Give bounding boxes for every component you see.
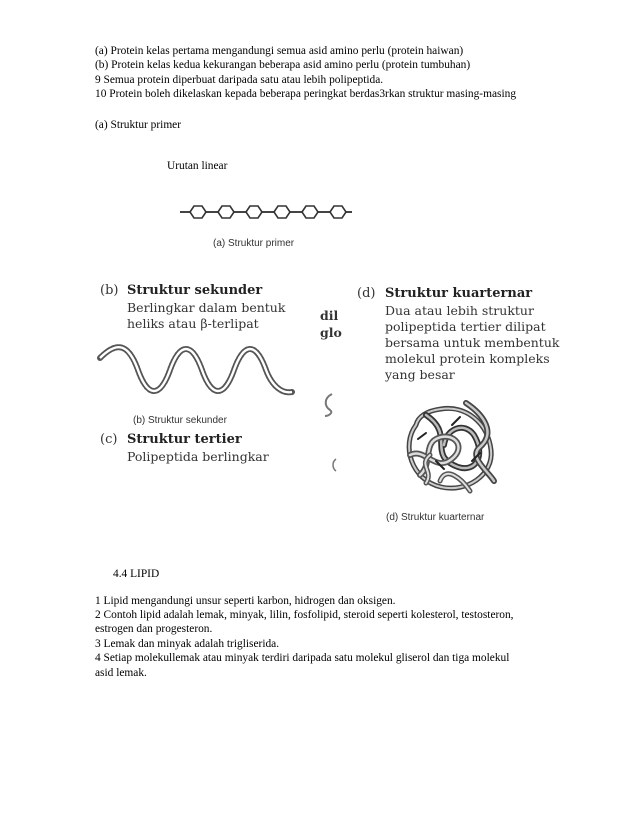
text-line: (b) Protein kelas kedua kekurangan beberapa asid amino perlu (protein tumbuhan): [95, 59, 471, 71]
lipid-heading: 4.4 LIPID: [113, 568, 160, 580]
b-caption: (b) Struktur sekunder: [133, 415, 227, 426]
d-title: Struktur kuarternar: [385, 286, 533, 301]
clipped-fragment-icon: [330, 458, 338, 472]
linear-label: Urutan linear: [167, 160, 228, 172]
primary-chain-illustration: [180, 202, 355, 222]
d-text-line: yang besar: [385, 367, 455, 382]
text-line: 9 Semua protein diperbuat daripada satu atau lebih polipeptida.: [95, 74, 384, 86]
text-line: asid lemak.: [95, 667, 147, 679]
c-title: Struktur tertier: [127, 432, 242, 447]
b-text-line: heliks atau β-terlipat: [127, 316, 259, 331]
text-line: (a) Protein kelas pertama mengandungi semua asid amino perlu (protein haiwan): [95, 45, 464, 57]
d-text-line: polipeptida tertier dilipat: [385, 319, 546, 334]
d-caption: (d) Struktur kuarternar: [386, 512, 485, 523]
c-text-line: Polipeptida berlingkar: [127, 449, 269, 464]
clipped-fragment-icon: [322, 392, 336, 418]
d-text-line: bersama untuk membentuk: [385, 335, 560, 350]
b-label: (b): [100, 283, 119, 298]
primary-heading: (a) Struktur primer: [95, 119, 182, 131]
c-label: (c): [100, 432, 118, 447]
text-line: estrogen dan progesteron.: [95, 623, 213, 635]
d-text-line: Dua atau lebih struktur: [385, 303, 534, 318]
b-text-line: Berlingkar dalam bentuk: [127, 300, 286, 315]
text-line: 4 Setiap molekullemak atau minyak terdiri daripada satu molekul gliserol dan tiga molekul: [95, 652, 510, 664]
quaternary-protein-illustration: [396, 395, 506, 500]
text-line: 10 Protein boleh dikelaskan kepada beberapa peringkat berdas3rkan struktur masing-masing: [95, 88, 517, 100]
clipped-text: glo: [320, 325, 342, 340]
helix-illustration: [96, 340, 296, 410]
text-line: 2 Contoh lipid adalah lemak, minyak, lilin, fosfolipid, steroid seperti kolesterol, testosteron,: [95, 609, 514, 621]
b-title: Struktur sekunder: [127, 283, 263, 298]
d-text-line: molekul protein kompleks: [385, 351, 550, 366]
clipped-text: dil: [320, 308, 339, 323]
text-line: 3 Lemak dan minyak adalah trigliserida.: [95, 638, 280, 650]
text-line: 1 Lipid mengandungi unsur seperti karbon, hidrogen dan oksigen.: [95, 595, 396, 607]
d-label: (d): [357, 286, 376, 301]
primary-caption: (a) Struktur primer: [213, 238, 295, 249]
